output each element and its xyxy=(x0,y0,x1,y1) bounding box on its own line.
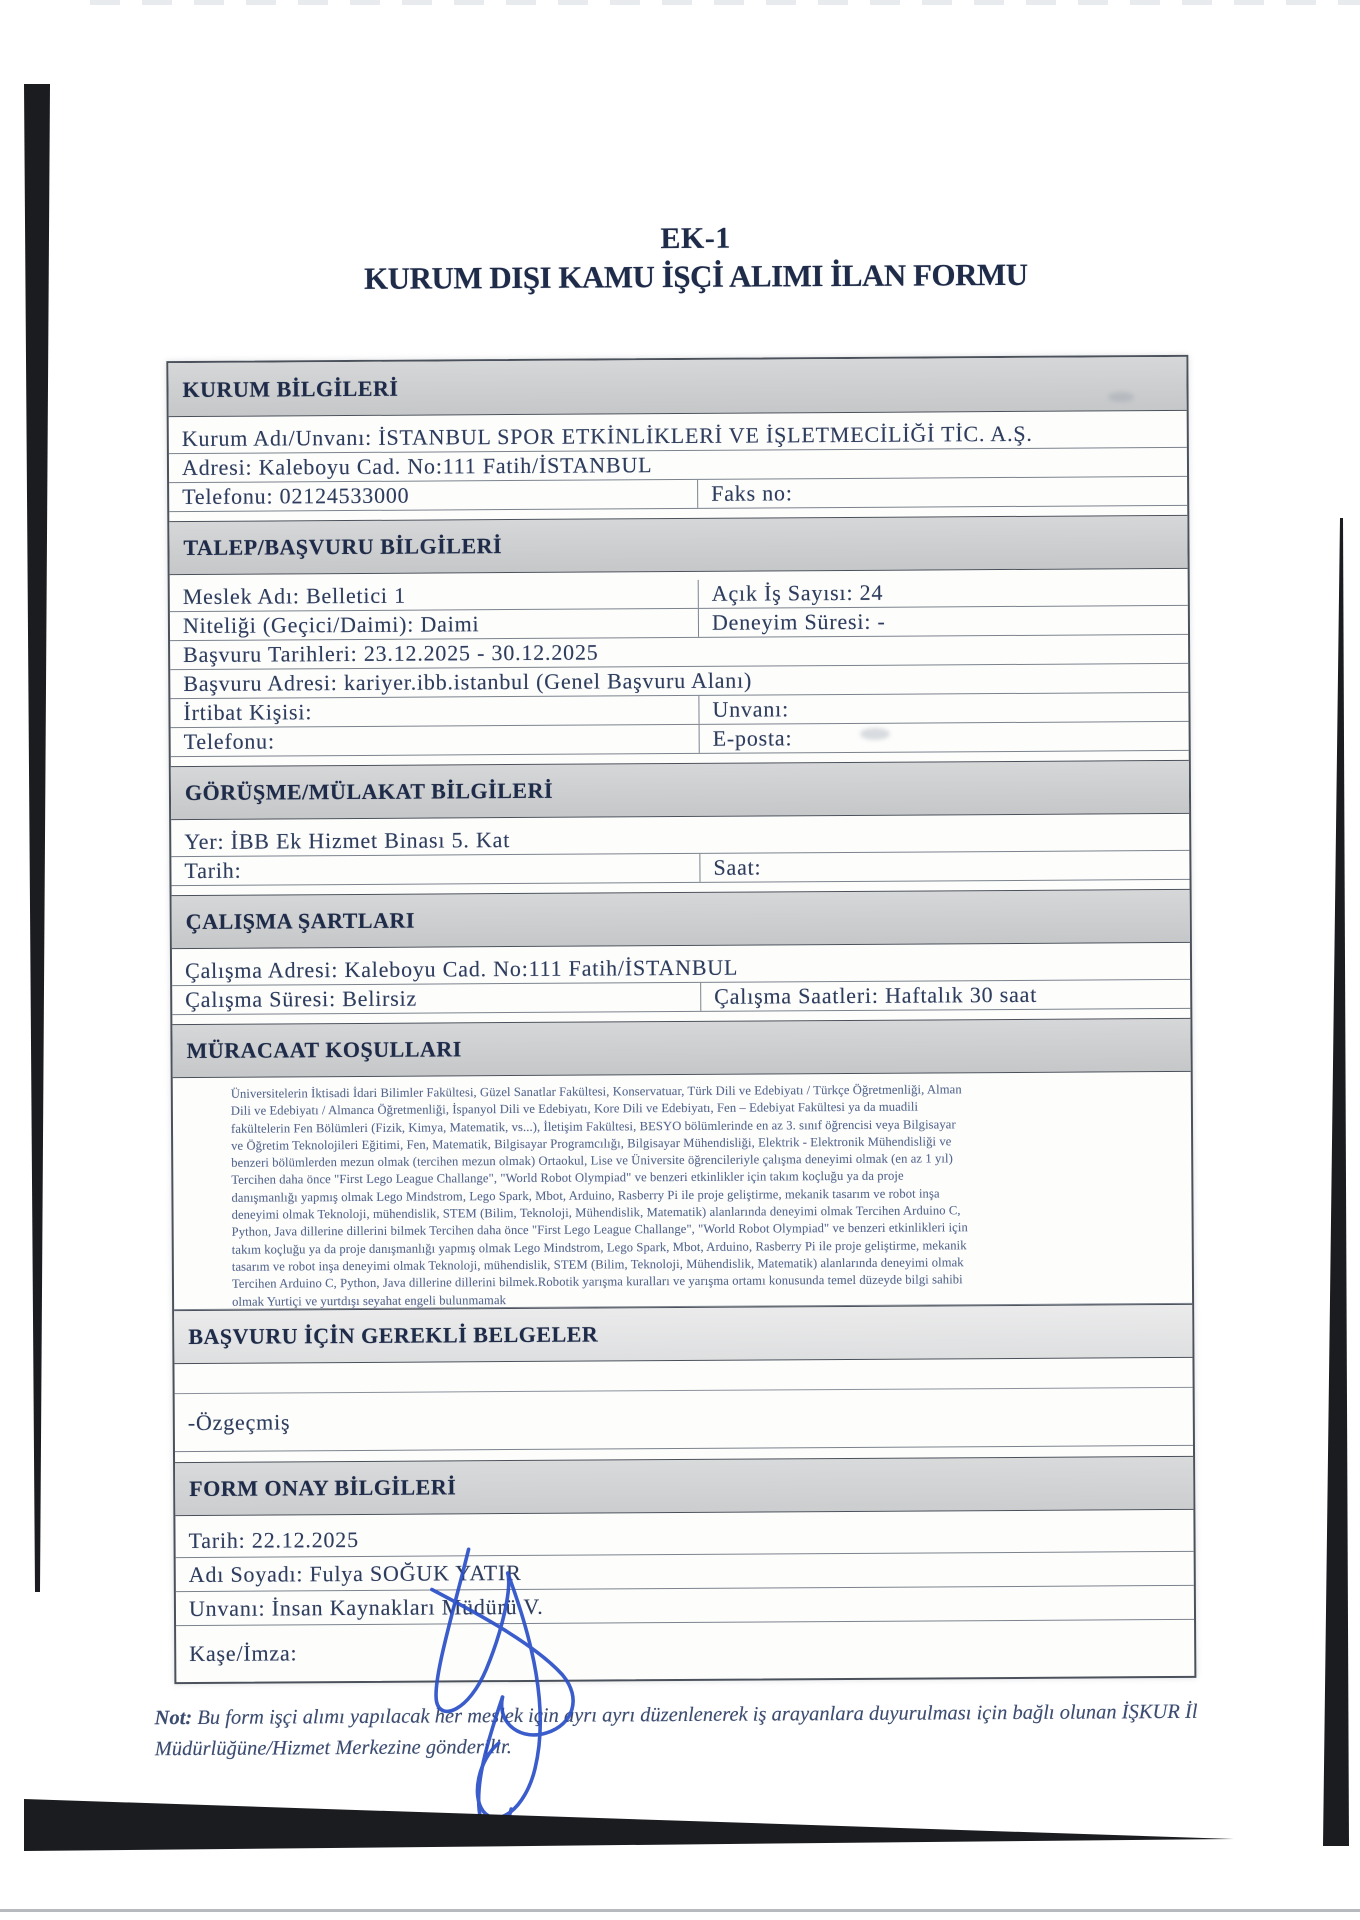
field-faks-no: Faks no: xyxy=(697,477,1187,508)
field-eposta: E-posta: xyxy=(699,722,1189,753)
empty-cell xyxy=(174,1358,1192,1393)
section-header-calisma-sartlari: ÇALIŞMA ŞARTLARI xyxy=(172,889,1190,949)
field-basvuru-adresi: Başvuru Adresi: kariyer.ibb.istanbul (Genel Başvuru Alanı) xyxy=(183,667,753,697)
field-kase-imza: Kaşe/İmza: xyxy=(189,1640,298,1667)
scan-artifact xyxy=(1108,392,1134,402)
field-deneyim-suresi: Deneyim Süresi: - xyxy=(698,606,1188,637)
form-subtitle: KURUM DIŞI KAMU İŞÇİ ALIMI İLAN FORMU xyxy=(363,256,1028,296)
field-irtibat-kisisi: İrtibat Kişisi: xyxy=(183,699,313,726)
field-acik-is-sayisi: Açık İş Sayısı: 24 xyxy=(698,577,1188,608)
field-adi-soyadi: Adı Soyadı: Fulya SOĞUK YATIR xyxy=(188,1559,522,1587)
row-ozgecmis xyxy=(175,1388,1193,1452)
row-kase-imza xyxy=(176,1620,1194,1682)
field-ozgecmis: -Özgeçmiş xyxy=(187,1408,291,1435)
section-header-form-onay: FORM ONAY BİLGİLERİ xyxy=(175,1456,1193,1516)
muracaat-kosullari-text: Üniversitelerin İktisadi İdari Bilimler Fakültesi, Güzel Sanatlar Fakültesi, Konservatuar, Türk Dili ve Edebiyatı / Türkçe Öğretmenliği, Alman Dili ve Edebiyatı / Almanca Öğretmenliği, İspanyol Dili ve Edebiyatı, Kore Dili ve Edebiyatı, Fen – Edebiyat Fakültesi ya da muadili fakültelerin Fen Bölümleri (Fizik, Kimya, Matematik, vs...), İletişim Fakültesi, BESYO bölümlerinde en az 3. sınıf öğrencisi veya Bilgisayar ve Öğretim Teknolojileri Eğitimi, Fen, Matematik, Bilgisayar Programcılığı, Bilgisayar Mühendisliği, Elektrik - Elektronik Mühendisliği ve benzeri bölümlerden mezun olmak (tercihen mezun olmak) Ortaokul, Lise ve Üniversite öğrencileriyle çalışma deneyimi olmak (en az 1 yıl) Tercihen daha önce "First Lego League Challange", "World Robot Olympiad" ve benzeri etkinlikler için takım koçluğu ya da proje danışmanlığı yapmış olmak Lego Mindstrom, Lego Spark, Mbot, Arduino, Rasberry Pi ile proje geliştirme, mekanik tasarım ve robot inşa deneyimi olmak Teknoloji, mühendislik, STEM (Bilim, Teknoloji, Mühendislik, Matematik) alanlarında deneyimi olmak Tercihen Arduino C, Python, Java dillerine dillerini bilmek Tercihen daha önce "First Lego League Challange", "World Robot Olympiad" ve benzeri etkinlikleri için takım koçluğu ya da proje danışmanlığı yapmış olmak Lego Mindstrom, Lego Spark, Mbot, Arduino, Rasberry Pi ile proje geliştirme, mekanik tasarım ve robot inşa deneyimi olmak Teknoloji, mühendislik, STEM (Bilim, Teknoloji, Mühendislik, Matematik) alanlarında deneyimi olmak Tercihen Arduino C, Python, Java dillerine dillerini bilmek.Robotik yarışma kuralları ve yarışma ortamı konusunda temel düzeyde bilgi sahibi olmak Yurtiçi ve yurtdışı seyahat engeli bulunmamak xyxy=(173,1072,1192,1310)
field-calisma-suresi: Çalışma Süresi: Belirsiz xyxy=(185,985,418,1013)
form-table xyxy=(166,355,1196,1684)
field-unvani: Unvanı: xyxy=(698,693,1188,724)
section-header-gerekli-belgeler: BAŞVURU İÇİN GEREKLİ BELGELER xyxy=(174,1304,1192,1364)
field-onay-unvani: Unvanı: İnsan Kaynakları Müdürü V. xyxy=(188,1593,544,1621)
scan-artifact xyxy=(860,728,890,740)
footnote-text: Bu form işçi alımı yapılacak her meslek için ayrı ayrı düzenlenerek iş arayanlara duyurulması için bağlı olunan İŞKUR İl Müdürlüğüne/Hizmet Merkezine gönderilir. xyxy=(154,1700,1198,1761)
section-header-talep-basvuru: TALEP/BAŞVURU BİLGİLERİ xyxy=(169,515,1187,575)
footnote xyxy=(155,1697,1217,1765)
section-header-muracaat-kosullari: MÜRACAAT KOŞULLARI xyxy=(172,1018,1190,1078)
field-kurum-adi: Kurum Adı/Unvanı: İSTANBUL SPOR ETKİNLİKLERİ VE İŞLETMECİLİĞİ TİC. A.Ş. xyxy=(181,420,1033,452)
field-yer: Yer: İBB Ek Hizmet Binası 5. Kat xyxy=(184,827,511,855)
field-telefonu: Telefonu: 02124533000 xyxy=(182,482,410,510)
handwritten-signature xyxy=(383,1528,625,1849)
field-adresi: Adresi: Kaleboyu Cad. No:111 Fatih/İSTANBUL xyxy=(181,452,653,481)
field-saat: Saat: xyxy=(699,851,1189,882)
field-niteligi: Niteliği (Geçici/Daimi): Daimi xyxy=(182,611,480,639)
field-calisma-saatleri: Çalışma Saatleri: Haftalık 30 saat xyxy=(700,980,1190,1011)
field-basvuru-tarihleri: Başvuru Tarihleri: 23.12.2025 - 30.12.2025 xyxy=(183,639,599,668)
section-header-kurum-bilgileri: KURUM BİLGİLERİ xyxy=(168,357,1186,417)
scan-edge-dashes xyxy=(90,0,1360,5)
field-telefonu-2: Telefonu: xyxy=(183,728,275,755)
field-tarih: Tarih: xyxy=(184,857,242,884)
form-title: EK-1 xyxy=(660,221,731,256)
section-header-gorusme-mulakat: GÖRÜŞME/MÜLAKAT BİLGİLERİ xyxy=(171,760,1189,820)
field-meslek-adi: Meslek Adı: Belletici 1 xyxy=(182,582,406,610)
footnote-label: Not: xyxy=(154,1706,193,1730)
field-onay-tarih: Tarih: 22.12.2025 xyxy=(188,1526,359,1553)
field-calisma-adresi: Çalışma Adresi: Kaleboyu Cad. No:111 Fatih/İSTANBUL xyxy=(184,954,739,984)
form-title-block xyxy=(16,218,1360,299)
